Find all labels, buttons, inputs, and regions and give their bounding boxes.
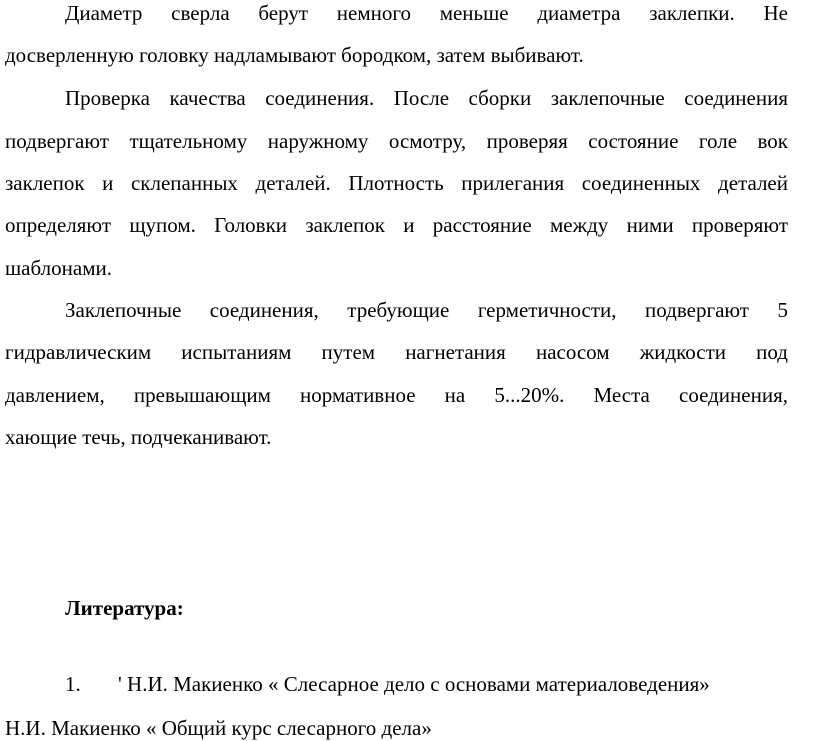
paragraph-2-line-3: заклепок и склепанных деталей. Плотность прилегания соединенных деталей bbox=[5, 171, 788, 195]
literature-heading: Литература: bbox=[65, 596, 184, 620]
paragraph-2-line-2: подвергают тщательному наружному осмотру, проверяя состояние голе вок bbox=[5, 129, 788, 153]
paragraph-3-line-2: гидравлическим испытаниям путем нагнетания насосом жидкости под bbox=[5, 340, 788, 364]
literature-item-number: 1. bbox=[65, 672, 81, 696]
paragraph-3-line-3: давлением, превышающим нормативное на 5...20%. Места соединения, bbox=[5, 383, 788, 407]
paragraph-3-line-4: хающие течь, подчеканивают. bbox=[5, 425, 272, 449]
literature-item-text: ' Н.И. Макиенко « Слесарное дело с основами материаловедения» bbox=[118, 672, 710, 696]
paragraph-2-line-4: определяют щупом. Головки заклепок и расстояние между ними проверяют bbox=[5, 213, 788, 237]
paragraph-2-line-5: шаблонами. bbox=[5, 256, 112, 280]
paragraph-1-line-2: досверленную головку надламывают бородком, затем выбивают. bbox=[5, 43, 584, 67]
paragraph-3-line-1: Заклепочные соединения, требующие герметичности, подвергают 5 bbox=[65, 298, 788, 322]
literature-extra-line: Н.И. Макиенко « Общий курс слесарного дела» bbox=[5, 716, 432, 740]
paragraph-2-line-1: Проверка качества соединения. После сборки заклепочные соединения bbox=[65, 86, 788, 110]
paragraph-1-line-1: Диаметр сверла берут немного меньше диаметра заклепки. Не bbox=[65, 1, 788, 25]
